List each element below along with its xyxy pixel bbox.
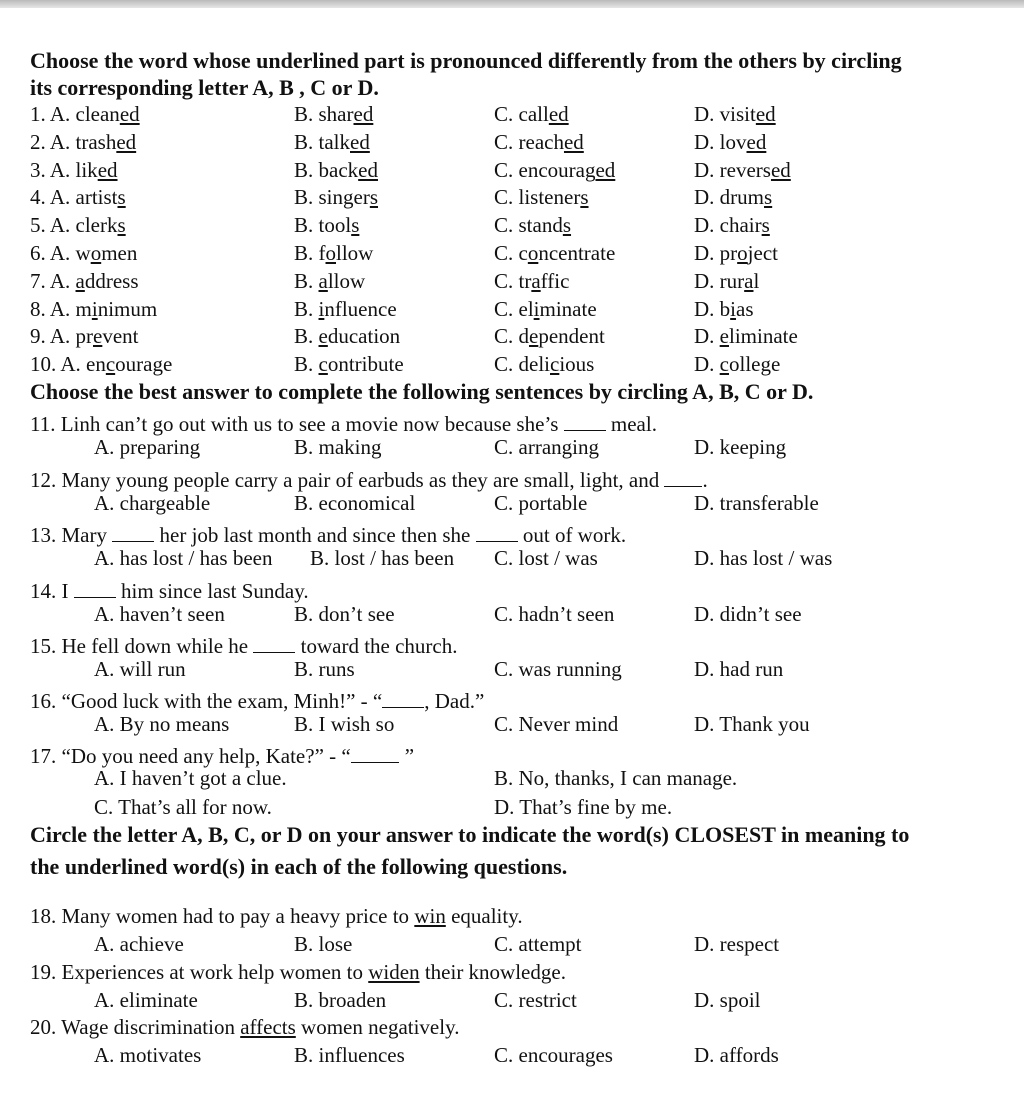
option-9c[interactable]: C. dependent: [494, 324, 605, 349]
option-1b[interactable]: B. shared: [294, 102, 374, 126]
option-2d[interactable]: D. loved: [694, 129, 767, 154]
option-11c[interactable]: C. arranging: [494, 435, 599, 459]
option-10c[interactable]: C. delicious: [494, 352, 595, 377]
question-14: 14. I him since last Sunday.: [30, 576, 309, 602]
option-5a[interactable]: 5. A. clerks: [30, 213, 126, 238]
option-9d[interactable]: D. eliminate: [694, 324, 798, 349]
window-top-bar: [0, 0, 1024, 8]
option-20c[interactable]: C. encourages: [494, 1043, 613, 1067]
option-14c[interactable]: C. hadn’t seen: [494, 602, 615, 626]
option-6a[interactable]: 6. A. women: [30, 241, 138, 265]
option-15c[interactable]: C. was running: [494, 657, 622, 681]
option-6d[interactable]: D. project: [694, 241, 778, 265]
question-18: 18. Many women had to pay a heavy price to win equality.: [30, 904, 523, 928]
answer-blank[interactable]: [476, 520, 518, 542]
option-20d[interactable]: D. affords: [694, 1043, 779, 1067]
option-6c[interactable]: C. concentrate: [494, 241, 616, 265]
option-12c[interactable]: C. portable: [494, 491, 588, 515]
option-5b[interactable]: B. tools: [294, 213, 360, 238]
option-12a[interactable]: A. chargeable: [94, 491, 211, 515]
question-12: 12. Many young people carry a pair of earbuds as they are small, light, and .: [30, 465, 708, 491]
option-10a[interactable]: 10. A. encourage: [30, 352, 173, 377]
section3-instruction-line1: Circle the letter A, B, C, or D on your answer to indicate the word(s) CLOSEST in meaning to: [30, 822, 910, 847]
option-16d[interactable]: D. Thank you: [694, 712, 810, 736]
option-3c[interactable]: C. encouraged: [494, 157, 616, 182]
option-9a[interactable]: 9. A. prevent: [30, 324, 139, 349]
option-4c[interactable]: C. listeners: [494, 185, 589, 210]
option-2c[interactable]: C. reached: [494, 129, 584, 154]
option-1c[interactable]: C. called: [494, 102, 569, 126]
answer-blank[interactable]: [253, 631, 295, 653]
option-16a[interactable]: A. By no means: [94, 712, 230, 736]
option-15a[interactable]: A. will run: [94, 657, 186, 681]
option-18d[interactable]: D. respect: [694, 932, 780, 956]
option-19a[interactable]: A. eliminate: [94, 988, 198, 1012]
option-12d[interactable]: D. transferable: [694, 491, 819, 515]
question-20: 20. Wage discrimination affects women negatively.: [30, 1015, 460, 1039]
question-11: 11. Linh can’t go out with us to see a movie now because she’s meal.: [30, 409, 657, 435]
option-14a[interactable]: A. haven’t seen: [94, 602, 225, 626]
option-8d[interactable]: D. bias: [694, 296, 754, 321]
option-7d[interactable]: D. rural: [694, 268, 760, 293]
section1-instruction-line1: Choose the word whose underlined part is pronounced differently from the others by circling: [30, 48, 902, 73]
option-1d[interactable]: D. visited: [694, 102, 776, 126]
option-3d[interactable]: D. reversed: [694, 157, 791, 182]
option-14b[interactable]: B. don’t see: [294, 602, 395, 626]
option-12b[interactable]: B. economical: [294, 491, 416, 515]
option-18c[interactable]: C. attempt: [494, 932, 582, 956]
section2-instruction: Choose the best answer to complete the following sentences by circling A, B, C or D.: [30, 379, 814, 404]
option-8b[interactable]: B. influence: [294, 296, 397, 321]
option-17a[interactable]: A. I haven’t got a clue.: [94, 766, 287, 790]
section1-instruction-line2: its corresponding letter A, B , C or D.: [30, 75, 379, 100]
option-20b[interactable]: B. influences: [294, 1043, 405, 1067]
question-17: 17. “Do you need any help, Kate?” - “ ”: [30, 741, 414, 767]
option-7c[interactable]: C. traffic: [494, 268, 570, 293]
option-11a[interactable]: A. preparing: [94, 435, 201, 459]
question-16: 16. “Good luck with the exam, Minh!” - “ , Dad.”: [30, 686, 484, 712]
option-7b[interactable]: B. allow: [294, 268, 366, 293]
answer-blank[interactable]: [382, 686, 424, 708]
option-16b[interactable]: B. I wish so: [294, 712, 395, 736]
answer-blank[interactable]: [351, 741, 399, 763]
option-19d[interactable]: D. spoil: [694, 988, 761, 1012]
answer-blank[interactable]: [112, 520, 154, 542]
option-19b[interactable]: B. broaden: [294, 988, 387, 1012]
option-3a[interactable]: 3. A. liked: [30, 157, 118, 182]
option-18b[interactable]: B. lose: [294, 932, 353, 956]
option-10b[interactable]: B. contribute: [294, 352, 404, 377]
option-4a[interactable]: 4. A. artists: [30, 185, 126, 210]
option-3b[interactable]: B. backed: [294, 157, 378, 182]
question-19: 19. Experiences at work help women to widen their knowledge.: [30, 960, 566, 984]
section3-instruction-line2: the underlined word(s) in each of the following questions.: [30, 854, 568, 879]
option-4b[interactable]: B. singers: [294, 185, 379, 210]
option-4d[interactable]: D. drums: [694, 185, 773, 210]
option-19c[interactable]: C. restrict: [494, 988, 577, 1012]
option-10d[interactable]: D. college: [694, 352, 781, 377]
option-13d[interactable]: D. has lost / was: [694, 546, 833, 570]
question-13: 13. Mary her job last month and since then she out of work.: [30, 520, 626, 546]
option-5d[interactable]: D. chairs: [694, 213, 770, 238]
option-17b[interactable]: B. No, thanks, I can manage.: [494, 766, 738, 790]
option-5c[interactable]: C. stands: [494, 213, 572, 238]
option-2b[interactable]: B. talked: [294, 129, 370, 154]
question-15: 15. He fell down while he toward the church.: [30, 631, 457, 657]
option-20a[interactable]: A. motivates: [94, 1043, 202, 1067]
option-8c[interactable]: C. eliminate: [494, 296, 597, 321]
option-14d[interactable]: D. didn’t see: [694, 602, 802, 626]
option-13b[interactable]: B. lost / has been: [310, 546, 455, 570]
option-1a[interactable]: 1. A. cleaned: [30, 102, 140, 126]
option-6b[interactable]: B. follow: [294, 241, 374, 265]
option-13c[interactable]: C. lost / was: [494, 546, 598, 570]
option-17d[interactable]: D. That’s fine by me.: [494, 795, 673, 819]
option-17c[interactable]: C. That’s all for now.: [94, 795, 272, 819]
answer-blank[interactable]: [74, 576, 116, 598]
option-15d[interactable]: D. had run: [694, 657, 784, 681]
option-11b[interactable]: B. making: [294, 435, 382, 459]
option-9b[interactable]: B. education: [294, 324, 401, 349]
option-15b[interactable]: B. runs: [294, 657, 355, 681]
option-16c[interactable]: C. Never mind: [494, 712, 619, 736]
option-13a[interactable]: A. has lost / has been: [94, 546, 273, 570]
option-7a[interactable]: 7. A. address: [30, 268, 139, 293]
option-18a[interactable]: A. achieve: [94, 932, 184, 956]
option-11d[interactable]: D. keeping: [694, 435, 787, 459]
option-2a[interactable]: 2. A. trashed: [30, 129, 137, 154]
option-8a[interactable]: 8. A. minimum: [30, 296, 158, 321]
answer-blank[interactable]: [564, 409, 606, 431]
answer-blank[interactable]: [664, 465, 702, 487]
